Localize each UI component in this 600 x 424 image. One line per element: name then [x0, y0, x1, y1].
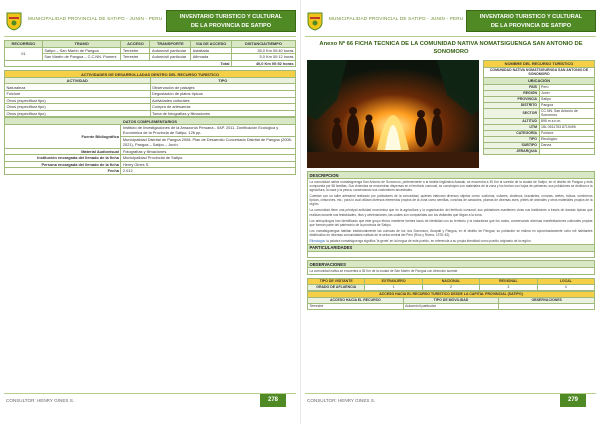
route-transporte: Automóvil particular: [150, 54, 191, 61]
description-paragraph: Cuentan con un taller artesanal realizado por pobladores de la comunidad, quienes elaboran diversos objetos como: cushmas, collares, chalecos, brazaletes, coronas, aretes, bolsos, sombreros típicos, cinturones, etc.; para lo cual utilizan diversos elementos propios de la zona como semillas, conchas de caracoles, plumas de diversas aves, pieles de animales y otros materiales propios de la región.: [307, 193, 595, 207]
route-group: 01: [5, 47, 43, 60]
field-label: DISTRITO: [484, 102, 540, 108]
resource-table: [483, 60, 595, 155]
acceso-value: Automóvil particular: [403, 303, 499, 309]
left-content: [4, 40, 296, 175]
route-header-acceso: ACCESO: [121, 41, 150, 48]
route-acceso: Terrestre: [121, 54, 150, 61]
route-via: Asfaltada: [191, 47, 232, 54]
page-number: 279: [560, 394, 586, 407]
etimologia-label: Etimología:: [309, 238, 326, 243]
banner-line-2: DE LA PROVINCIA DE SATIPO: [490, 23, 572, 29]
table-row: [484, 108, 595, 119]
activities-title: ACTIVIDADES DE DESARROLLADAS DENTRO DEL RECURSO TURISTICO: [5, 71, 296, 78]
activity-name: Otros (especificar tipo): [5, 104, 151, 111]
activity-name: Naturaleza: [5, 84, 151, 91]
activity-type: Toma de fotografías y filmaciones: [150, 110, 296, 117]
route-dist: 5,0 Km 00:12 horas: [231, 54, 295, 61]
field-value: Pangoa: [539, 102, 595, 108]
field-value: [539, 149, 595, 155]
datos-label: Fuente Bibliográfica: [5, 124, 121, 148]
table-row: [308, 303, 595, 309]
route-via: Afirmada: [191, 54, 232, 61]
field-label: TIPO: [484, 137, 540, 143]
route-header-distancia: DISTANCIA/TIEMPO: [231, 41, 295, 48]
acceso-header: TIPO DE MOVILIDAD: [403, 297, 499, 303]
afluencia-value: 3: [480, 285, 537, 291]
header-rule: [4, 36, 296, 37]
afluencia-label: GRADO DE AFLUENCIA: [308, 285, 365, 291]
field-label: UTM: [484, 125, 540, 131]
datos-value: Fotografías y filmaciones.: [121, 148, 296, 155]
table-row: [5, 161, 296, 168]
page-number: 278: [260, 394, 286, 407]
particularidades-title: PARTICULARIDADES: [307, 244, 595, 252]
field-label: PROVINCIA: [484, 96, 540, 102]
particularidades-body: [307, 252, 595, 258]
table-row: [5, 54, 296, 61]
activity-name: Otros (especificar tipo): [5, 110, 151, 117]
acceso-value: Terrestre: [308, 303, 404, 309]
activity-type: Degustación de platos típicos: [150, 91, 296, 98]
route-dist: 35,0 Km 00:40 horas: [231, 47, 295, 54]
consultant-credit: CONSULTOR: HENRY GINES S.: [6, 398, 75, 403]
page-header: [305, 6, 596, 36]
table-row: [5, 60, 296, 67]
afluencia-value: 1: [365, 285, 422, 291]
datos-value: Municipalidad Distrital de Pangoa 2008. Plan de Desarrollo Concertado Distrital de Pangoa (2008-2021), Pangoa – Satipo – Junín.: [121, 136, 296, 148]
field-value: Perú: [539, 84, 595, 90]
datos-label: Fecha: [5, 168, 121, 175]
route-transporte: Automóvil particular: [150, 47, 191, 54]
datos-value: Municipalidad Provincial de Satipo.: [121, 155, 296, 162]
table-row: [5, 168, 296, 175]
afluencia-header: NACIONAL: [422, 279, 479, 285]
header-banner: [466, 10, 596, 32]
resource-info: [483, 60, 595, 155]
activity-name: Folclore: [5, 91, 151, 98]
table-row: [5, 148, 296, 155]
description-paragraph: Los nomatsiguengas habitan tradicionalmente las cuencas de los ríos Sonomoro, Anapati y Pangoa, en el distrito de Pangoa; su población se estima en aproximadamente ocho mil habitantes distribuidos en diversas comunidades nativas de la selva central del Perú (Ríos y Rivera, 1978: 82).: [307, 228, 595, 238]
activities-table: [4, 70, 296, 117]
field-label: ALTITUD: [484, 119, 540, 125]
route-header-transporte: TRANSPORTE: [150, 41, 191, 48]
page-title: Anexo Nº 66 FICHA TECNICA DE LA COMUNIDAD NATIVA NOMATSIGUENGA SAN ANTONIO DE SONOMORO: [319, 41, 583, 55]
field-label: REGIÓN: [484, 90, 540, 96]
banner-line-1: INVENTARIO TURISTICO Y CULTURAL: [179, 14, 283, 20]
datos-table: [4, 117, 296, 174]
activity-name: Otros (especificar tipo): [5, 97, 151, 104]
description-paragraph: La comunidad tiene una principal actividad económica que es la agricultura y la organización del territorio comunal; sus pobladores mantienen vivas sus tradiciones a través de danzas típicas que realizan durante sus festividades, ritos y celebraciones, las cuales son compartidas con los visitantes que llegan a la zona.: [307, 207, 595, 217]
municipality-name: MUNICIPALIDAD PROVINCIAL DE SATIPO - JUNIN - PERU: [329, 16, 464, 21]
route-table: [4, 40, 296, 67]
table-row: [5, 104, 296, 111]
municipal-logo-icon: [4, 11, 24, 31]
field-value: Etnológico: [539, 137, 595, 143]
activity-type: Compra de artesanías: [150, 104, 296, 111]
afluencia-table: [307, 278, 595, 291]
acceso-value: [499, 303, 595, 309]
municipal-logo-icon: [305, 11, 325, 31]
datos-label: Persona encargada del llenado de la ficha: [5, 161, 121, 168]
datos-value: Henry Gines S.: [121, 161, 296, 168]
field-label: PAÍS: [484, 84, 540, 90]
acceso-table: [307, 291, 595, 310]
banner-line-2: DE LA PROVINCIA DE SATIPO: [190, 23, 272, 29]
right-page: [300, 0, 600, 424]
route-total-value: 40,0 Km 00:52 horas: [231, 60, 295, 67]
banner-line-1: INVENTARIO TURISTICO Y CULTURAL: [479, 14, 583, 20]
afluencia-header: REGIONAL: [480, 279, 537, 285]
bonfire-dance-photo: [307, 60, 479, 168]
field-value: Junín: [539, 90, 595, 96]
field-label: CATEGORÍA: [484, 131, 540, 137]
field-value: CC.NN. San Antonio de Sonomoro: [539, 108, 595, 119]
datos-value: Instituto de Investigaciones de la Amazonía Peruana - IIAP. 2011. Zonificación Ecológica y Económica de la Provincia de Satipo, 126 pp.: [121, 124, 296, 136]
description-title: DESCRIPCION: [307, 171, 595, 179]
field-label: SECTOR: [484, 108, 540, 119]
header-rule: [305, 36, 596, 37]
field-label: JERARQUIA: [484, 149, 540, 155]
afluencia-value: 2: [422, 285, 479, 291]
activity-type: Actividades culturales: [150, 97, 296, 104]
table-row: [5, 97, 296, 104]
afluencia-value: 4: [537, 285, 594, 291]
field-value: Satipo: [539, 96, 595, 102]
table-row: [484, 149, 595, 155]
municipality-name: MUNICIPALIDAD PROVINCIAL DE SATIPO - JUNIN - PERU: [28, 16, 163, 21]
observaciones-title: OBSERVACIONES: [307, 260, 595, 268]
table-row: [5, 124, 296, 136]
observaciones-text: La comunidad nativa se encuentra a 35 Km de la ciudad de San Martín de Pangoa con dirección sureste.: [307, 268, 595, 275]
table-row: [5, 155, 296, 162]
route-total-label: Total: [5, 60, 232, 67]
acceso-header: ACCESO HACIA EL RECURSO: [308, 297, 404, 303]
field-value: 895 m.s.n.m.: [539, 119, 595, 125]
datos-label: Institución encargada del llenado de la ficha: [5, 155, 121, 162]
route-header-via: VIA DE ACCESO: [191, 41, 232, 48]
datos-value: 2.012: [121, 168, 296, 175]
header-banner: [166, 10, 296, 32]
table-row: [308, 285, 595, 291]
afluencia-header: LOCAL: [537, 279, 594, 285]
route-header-tramo: TRAMO: [42, 41, 121, 48]
field-value: Danza: [539, 143, 595, 149]
etimologia-text: la palabra nomatsiguenga significa 'la gente' en la lengua de este pueblo, en referencia a su propia identidad como pueblo originario de la región.: [326, 238, 532, 243]
route-tramo: Satipo – San Martín de Pangoa: [42, 47, 121, 54]
table-row: [5, 91, 296, 98]
page-header: [4, 6, 296, 36]
afluencia-header: TIPO DE VISITANTE: [308, 279, 365, 285]
description-section: [307, 171, 595, 310]
description-paragraph: Los antropólogos han identificado que este grupo étnico mantiene fuertes lazos de identidad con su territorio y la naturaleza que los rodea, conservando diversas manifestaciones culturales propias que forman parte del patrimonio de la provincia de Satipo.: [307, 218, 595, 228]
acceso-title: ACCESO HACIA EL RECURSO TURISTICO DESDE LA CAPITAL PROVINCIAL (SATIPO): [308, 291, 595, 297]
afluencia-header: EXTRANJERO: [365, 279, 422, 285]
consultant-credit: CONSULTOR: HENRY GINES S.: [307, 398, 376, 403]
resource-name: COMUNIDAD NATIVA NOMATSIGUENGA SAN ANTONIO DE SONOMORO: [484, 67, 595, 78]
route-header-recorrido: RECORRIDO: [5, 41, 43, 48]
route-tramo: San Martín de Pangoa – C.C.NN. Pomeni: [42, 54, 121, 61]
field-value: Folclore: [539, 131, 595, 137]
table-row: [5, 84, 296, 91]
bottom-tables: [307, 278, 595, 309]
datos-title: DATOS COMPLEMENTARIOS: [5, 118, 296, 125]
route-acceso: Terrestre: [121, 47, 150, 54]
activity-type: Observación de paisajes: [150, 84, 296, 91]
resource-label: NOMBRE DEL RECURSO TURÍSTICO: [484, 61, 595, 68]
table-row: [5, 110, 296, 117]
field-label: SUBTIPO: [484, 143, 540, 149]
page-footer: [305, 393, 596, 405]
description-paragraph: La comunidad nativa nomatsiguenga San Antonio de Sonomoro, perteneciente a la familia lingüística Arawak, se encuentra a 35 Km al sureste de la ciudad de Satipo, en el distrito de Pangoa y está compuesta por 58 familias. Sus viviendas se encuentran dispersas en el territorio comunal, se construyen con materiales de la zona y los techos con hojas de palmeras; sus pobladores se dedican a la agricultura, la caza y la pesca, conservando sus costumbres ancestrales.: [307, 179, 595, 193]
acceso-header: OBSERVACIONES: [499, 297, 595, 303]
activity-header-tipo: TIPO: [150, 77, 296, 84]
page-footer: [4, 393, 296, 405]
activity-header-actividad: ACTIVIDAD: [5, 77, 151, 84]
table-row: [5, 47, 296, 54]
field-value: 18L 0511753 8719495: [539, 125, 595, 131]
datos-label: Material Audiovisual: [5, 148, 121, 155]
ubicacion-label: UBICACIÓN: [484, 78, 595, 85]
